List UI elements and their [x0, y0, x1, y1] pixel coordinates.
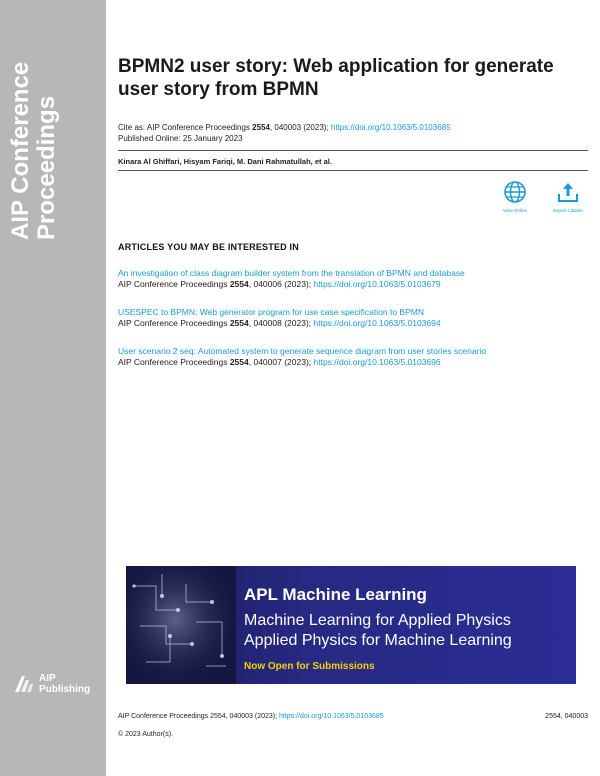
view-online-button[interactable]: [495, 180, 535, 213]
related-article-doi-link[interactable]: https://doi.org/10.1063/5.0103696: [313, 357, 441, 367]
footer-page-number: 2554, 040003: [545, 713, 588, 720]
export-icon: [556, 180, 580, 204]
related-article-title-link[interactable]: User scenario 2 seq: Automated system to generate sequence diagram from user stories scenario: [118, 346, 487, 356]
journal-name: [8, 20, 60, 240]
related-article-citation: AIP Conference Proceedings 2554, 040008 (2023); https://doi.org/10.1063/5.0103694: [118, 318, 441, 328]
related-article-citation: AIP Conference Proceedings 2554, 040006 (2023); https://doi.org/10.1063/5.0103679: [118, 279, 441, 289]
page-footer: [118, 712, 588, 740]
paper-title: BPMN2 user story: Web application for generate user story from BPMN: [118, 56, 554, 100]
divider: [118, 170, 588, 171]
journal-advertisement-banner[interactable]: [126, 566, 576, 684]
view-online-label: View Online: [503, 208, 527, 213]
related-article: [118, 268, 588, 290]
related-article-doi-link[interactable]: https://doi.org/10.1063/5.0103694: [313, 318, 441, 328]
related-article: [118, 307, 588, 329]
publisher-name: AIP Publishing: [39, 673, 91, 695]
export-citation-label: Export Citation: [553, 208, 583, 213]
author-list: Kinara Al Ghiffari, Hisyam Fariqi, M. Dani Rahmatullah, et al.: [118, 157, 332, 166]
journal-name-line2: Proceedings: [33, 95, 60, 240]
related-article-citation: AIP Conference Proceedings 2554, 040007 (2023); https://doi.org/10.1063/5.0103696: [118, 357, 441, 367]
divider: [118, 150, 588, 151]
paper-doi-link[interactable]: https://doi.org/10.1063/5.0103685: [330, 123, 451, 132]
footer-citation: AIP Conference Proceedings 2554, 040003 (2023); https://doi.org/10.1063/5.0103685: [118, 713, 384, 720]
ad-tagline-1: Machine Learning for Applied Physics: [244, 612, 511, 629]
ad-tagline-2: Applied Physics for Machine Learning: [244, 632, 512, 649]
related-article: [118, 346, 588, 368]
related-articles-heading: ARTICLES YOU MAY BE INTERESTED IN: [118, 242, 299, 252]
copyright-notice: © 2023 Author(s).: [118, 731, 173, 738]
export-citation-button[interactable]: [548, 180, 588, 213]
related-article-title-link[interactable]: USESPEC to BPMN: Web generator program for use case specification to BPMN: [118, 307, 424, 317]
ad-journal-title: APL Machine Learning: [244, 585, 427, 604]
circuit-board-graphic-icon: [126, 566, 236, 684]
published-date: Published Online: 25 January 2023: [118, 134, 243, 143]
related-article-title-link[interactable]: An investigation of class diagram builder system from the translation of BPMN and database: [118, 268, 465, 278]
ad-call-to-action: Now Open for Submissions: [244, 661, 375, 672]
journal-name-line1: AIP Conference: [7, 61, 34, 240]
globe-icon: [503, 180, 527, 204]
footer-doi-link[interactable]: https://doi.org/10.1063/5.0103685: [278, 713, 384, 720]
aip-publishing-logo-icon: [12, 672, 36, 696]
journal-sidebar: [0, 0, 106, 776]
related-article-doi-link[interactable]: https://doi.org/10.1063/5.0103679: [313, 279, 441, 289]
citation-block: [118, 122, 588, 144]
publisher-logo[interactable]: [12, 670, 102, 698]
cite-as-line: Cite as: AIP Conference Proceedings 2554, 040003 (2023); https://doi.org/10.1063/5.0103685: [118, 123, 451, 132]
